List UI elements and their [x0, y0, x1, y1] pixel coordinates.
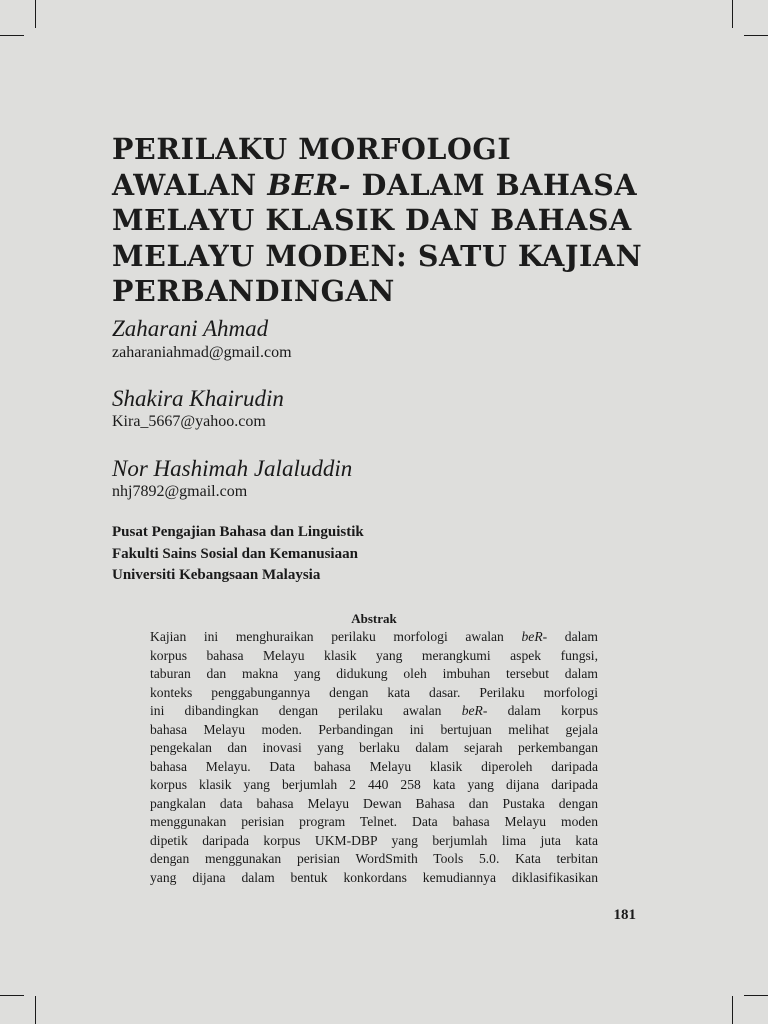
title-line-2-italic: BER- — [267, 167, 352, 202]
abstract-line-3: taburan dan makna yang didukung oleh imbuhan tersebut dalam — [150, 666, 598, 681]
affiliation-line-2: Fakulti Sains Sosial dan Kemanusiaan — [112, 545, 358, 562]
abstract-line-7: pengekalan dan inovasi yang berlaku dalam sejarah perkembangan — [150, 740, 598, 755]
abstract-line-14: yang dijana dalam bentuk konkordans kemudiannya diklasifikasikan — [150, 869, 598, 885]
abstract-line-6: bahasa Melayu moden. Perbandingan ini bertujuan melihat gejala — [150, 721, 598, 737]
abstract-heading: Abstrak — [351, 611, 397, 626]
abstract-line-9: korpus klasik yang berjumlah 2 440 258 kata yang dijana daripada — [150, 777, 598, 792]
title-line-2-end: DALAM BAHASA — [351, 167, 638, 202]
crop-mark-bottom-right-horizontal — [744, 995, 768, 996]
affiliation-line-3: Universiti Kebangsaan Malaysia — [112, 567, 321, 583]
abstract-body — [150, 628, 598, 887]
title-line-5: PERBANDINGAN — [112, 274, 395, 308]
author-email-3[interactable]: nhj7892@gmail.com — [112, 483, 248, 500]
title-line-1: PERILAKU MORFOLOGI — [112, 132, 512, 166]
crop-mark-bottom-left-horizontal — [0, 995, 24, 996]
crop-mark-bottom-left-vertical — [35, 996, 36, 1024]
abstract-line-12: dipetik daripada korpus UKM-DBP yang berjumlah lima juta kata — [150, 832, 598, 848]
abstract-line-5: ini dibandingkan dengan perilaku awalan beR- dalam korpus — [150, 703, 598, 718]
crop-mark-top-right-vertical — [732, 0, 733, 28]
article-title — [112, 132, 672, 310]
title-line-2-start: AWALAN — [112, 167, 268, 202]
abstract-line-11: menggunakan perisian program Telnet. Data bahasa Melayu moden — [150, 814, 598, 829]
author-email-1[interactable]: zaharaniahmad@gmail.com — [112, 344, 292, 361]
abstract-line-1: Kajian ini menghuraikan perilaku morfologi awalan beR- dalam — [150, 629, 598, 644]
prefix-ber-italic: beR- — [461, 703, 488, 718]
crop-mark-bottom-right-vertical — [732, 996, 733, 1024]
abstract-line-4: konteks penggabungannya dengan kata dasar. Perilaku morfologi — [150, 684, 598, 700]
affiliation-line-1: Pusat Pengajian Bahasa dan Linguistik — [112, 524, 364, 540]
abstract-line-2: korpus bahasa Melayu klasik yang merangkumi aspek fungsi, — [150, 647, 598, 663]
author-email-2[interactable]: Kira_5667@yahoo.com — [112, 413, 266, 430]
crop-mark-top-left-horizontal — [0, 35, 24, 36]
abstract-line-10: pangkalan data bahasa Melayu Dewan Bahasa dan Pustaka dengan — [150, 795, 598, 811]
abstract-line-8: bahasa Melayu. Data bahasa Melayu klasik diperoleh daripada — [150, 758, 598, 774]
title-line-3: MELAYU KLASIK DAN BAHASA — [112, 203, 632, 237]
title-line-2 — [112, 168, 672, 204]
author-name-1: Zaharani Ahmad — [112, 316, 269, 341]
affiliation — [112, 522, 364, 587]
crop-mark-top-left-vertical — [35, 0, 36, 28]
crop-mark-top-right-horizontal — [744, 35, 768, 36]
author-name-2: Shakira Khairudin — [112, 386, 284, 411]
author-name-3: Nor Hashimah Jalaluddin — [112, 456, 353, 481]
page-number: 181 — [613, 907, 636, 923]
prefix-ber-italic: beR- — [521, 629, 548, 644]
abstract-line-13: dengan menggunakan perisian WordSmith Tools 5.0. Kata terbitan — [150, 851, 598, 866]
title-line-4: MELAYU MODEN: SATU KAJIAN — [112, 238, 643, 273]
